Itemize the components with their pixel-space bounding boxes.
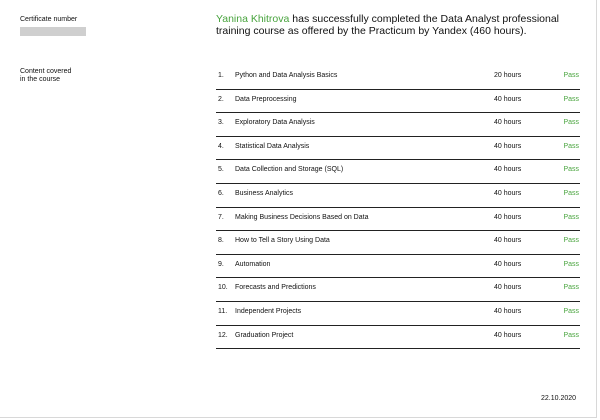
certificate-number-redacted	[20, 27, 86, 36]
course-number: 6.	[218, 189, 224, 197]
course-row	[216, 160, 580, 184]
course-result: Pass	[563, 166, 579, 174]
course-number: 11.	[218, 307, 228, 315]
course-result: Pass	[563, 307, 579, 315]
course-hours: 40 hours	[494, 166, 522, 174]
course-result: Pass	[563, 142, 579, 150]
content-covered-line-2: in the course	[20, 76, 61, 83]
student-name: Yanina Khitrova	[216, 13, 290, 25]
course-row	[216, 278, 580, 302]
course-title: How to Tell a Story Using Data	[235, 237, 330, 245]
course-title: Exploratory Data Analysis	[235, 119, 315, 127]
course-title: Business Analytics	[235, 189, 293, 197]
course-row	[216, 137, 580, 161]
course-row	[216, 302, 580, 326]
course-hours: 40 hours	[494, 260, 522, 268]
statement-text: has successfully completed the Data Analyst professional training course as offered by the Practicum by Yandex (460 hours).	[216, 13, 560, 37]
completion-statement	[216, 13, 561, 37]
course-number: 3.	[218, 119, 224, 127]
course-result: Pass	[563, 95, 579, 103]
course-title: Automation	[235, 260, 271, 268]
course-result: Pass	[563, 260, 579, 268]
course-hours: 40 hours	[494, 95, 522, 103]
course-result: Pass	[563, 189, 579, 197]
course-number: 2.	[218, 95, 224, 103]
issue-date: 22.10.2020	[541, 395, 577, 402]
course-hours: 40 hours	[494, 119, 522, 127]
course-hours: 40 hours	[494, 307, 522, 315]
certificate-number-label: Certificate number	[20, 16, 78, 23]
course-title: Data Collection and Storage (SQL)	[235, 166, 344, 174]
course-title: Python and Data Analysis Basics	[235, 72, 338, 79]
course-result: Pass	[563, 284, 579, 292]
content-covered-label	[20, 68, 100, 84]
course-row	[216, 231, 580, 255]
course-row	[216, 90, 580, 114]
course-hours: 40 hours	[494, 213, 522, 221]
course-number: 9.	[218, 260, 224, 268]
course-result: Pass	[563, 213, 579, 221]
content-covered-line-1: Content covered	[20, 68, 72, 75]
course-list	[216, 66, 580, 349]
course-result: Pass	[563, 237, 579, 245]
course-number: 8.	[218, 237, 224, 245]
course-number: 12.	[218, 331, 228, 339]
course-title: Independent Projects	[235, 307, 302, 315]
course-row	[216, 326, 580, 350]
course-hours: 20 hours	[494, 72, 522, 79]
course-hours: 40 hours	[494, 284, 522, 292]
course-result: Pass	[563, 119, 579, 127]
course-number: 10.	[218, 284, 228, 292]
course-result: Pass	[563, 72, 579, 79]
course-hours: 40 hours	[494, 189, 522, 197]
course-number: 5.	[218, 166, 224, 174]
course-title: Forecasts and Predictions	[235, 284, 316, 292]
course-row	[216, 208, 580, 232]
course-row	[216, 184, 580, 208]
course-hours: 40 hours	[494, 331, 522, 339]
course-title: Data Preprocessing	[235, 95, 297, 103]
course-number: 4.	[218, 142, 224, 150]
course-title: Making Business Decisions Based on Data	[235, 213, 369, 221]
course-row	[216, 113, 580, 137]
course-title: Statistical Data Analysis	[235, 142, 310, 150]
course-row	[216, 255, 580, 279]
course-row	[216, 66, 580, 90]
course-hours: 40 hours	[494, 142, 522, 150]
course-number: 7.	[218, 213, 224, 221]
course-number: 1.	[218, 72, 224, 79]
course-hours: 40 hours	[494, 237, 522, 245]
course-title: Graduation Project	[235, 331, 294, 339]
course-result: Pass	[563, 331, 579, 339]
